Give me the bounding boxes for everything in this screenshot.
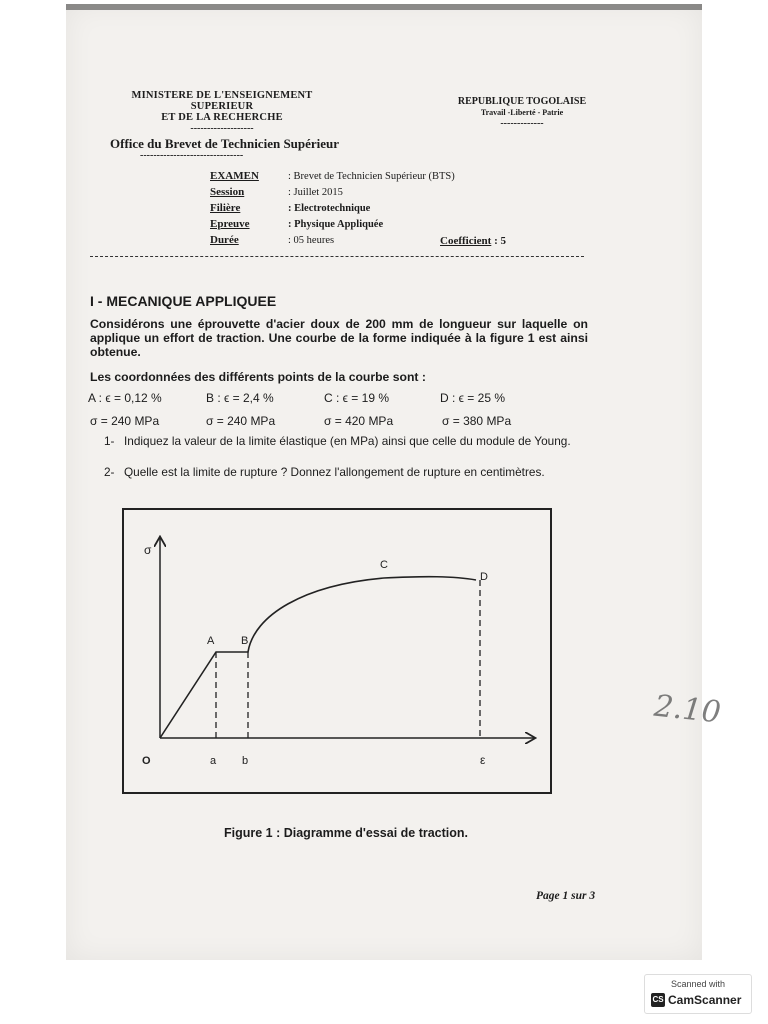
point-a-stress: σ = 240 MPa [90, 414, 160, 428]
filiere-value: : Electrotechnique [288, 203, 371, 214]
camscanner-caption: Scanned with [670, 979, 726, 989]
point-b-stress: σ = 240 MPa [206, 414, 276, 428]
tick-label-b: b [242, 755, 249, 767]
coefficient-label: Coefficient [440, 235, 492, 247]
republic-dashes: ------------- [500, 118, 544, 129]
epreuve-value: : Physique Appliquée [288, 219, 384, 230]
filiere-label: Filière [210, 202, 241, 214]
point-label-d: D [480, 571, 488, 583]
point-label-b: B [241, 635, 249, 647]
stress-strain-diagram [124, 510, 550, 792]
handwritten-note: 2.10 [652, 688, 723, 731]
intro-paragraph: Considérons une éprouvette d'acier doux de 200 mm de longueur sur laquelle on applique un effort de traction. Une courbe de la forme indiquée à la figure 1 est ainsi obtenue. [90, 317, 588, 359]
tick-label-a: a [210, 755, 217, 767]
question-1-text: Indiquez la valeur de la limite élastique (en MPa) ainsi que celle du module de Young. [124, 434, 571, 448]
point-b-strain: B : ϵ = 2,4 % [206, 391, 274, 405]
camscanner-brand [651, 993, 741, 1007]
session-label: Session [210, 186, 245, 198]
camscanner-logo-icon: CS [651, 993, 665, 1007]
republic-motto: Travail -Liberté - Patrie [480, 108, 564, 117]
header-separator [90, 256, 584, 257]
x-axis-label: ε [480, 753, 486, 767]
duree-value: : 05 heures [288, 235, 335, 246]
scan-edge-shadow [66, 4, 702, 10]
exam-label: EXAMEN [210, 170, 259, 182]
figure-caption: Figure 1 : Diagramme d'essai de traction. [224, 826, 469, 840]
office-dashes: ------------------------------- [140, 150, 244, 161]
section-title: I - MECANIQUE APPLIQUEE [90, 293, 277, 309]
coords-intro: Les coordonnées des différents points de la courbe sont : [90, 370, 426, 384]
figure-frame [122, 508, 552, 794]
ministry-header [106, 90, 338, 134]
question-2-text: Quelle est la limite de rupture ? Donnez l'allongement de rupture en centimètres. [124, 465, 545, 479]
question-2-number: 2- [104, 465, 115, 479]
page-number: Page 1 sur 3 [536, 890, 596, 902]
session-value: : Juillet 2015 [288, 187, 343, 198]
republic-header [452, 96, 592, 129]
traction-curve [160, 577, 476, 738]
epreuve-label: Epreuve [210, 218, 250, 230]
ministry-line-1: MINISTERE DE L'ENSEIGNEMENT SUPERIEUR [131, 90, 313, 112]
point-label-c: C [380, 559, 388, 571]
republic-title: REPUBLIQUE TOGOLAISE [457, 96, 587, 107]
point-c-strain: C : ϵ = 19 % [324, 391, 389, 405]
camscanner-name: CamScanner [668, 993, 742, 1007]
point-d-stress: σ = 380 MPa [442, 414, 512, 428]
coefficient-value: : 5 [494, 235, 506, 247]
question-1-number: 1- [104, 434, 115, 448]
document-page [66, 4, 702, 960]
exam-value: : Brevet de Technicien Supérieur (BTS) [288, 171, 455, 182]
ministry-line-2: ET DE LA RECHERCHE [161, 112, 283, 123]
point-label-a: A [207, 635, 215, 647]
y-axis-label: σ [144, 543, 152, 557]
ministry-dashes: ------------------- [190, 123, 254, 134]
point-a-strain: A : ϵ = 0,12 % [88, 391, 162, 405]
point-c-stress: σ = 420 MPa [324, 414, 394, 428]
duree-label: Durée [210, 234, 239, 246]
origin-label: O [142, 755, 151, 767]
coefficient [440, 235, 506, 247]
camscanner-badge [644, 974, 752, 1014]
office-title: Office du Brevet de Technicien Supérieur [110, 136, 340, 151]
point-d-strain: D : ϵ = 25 % [440, 391, 505, 405]
